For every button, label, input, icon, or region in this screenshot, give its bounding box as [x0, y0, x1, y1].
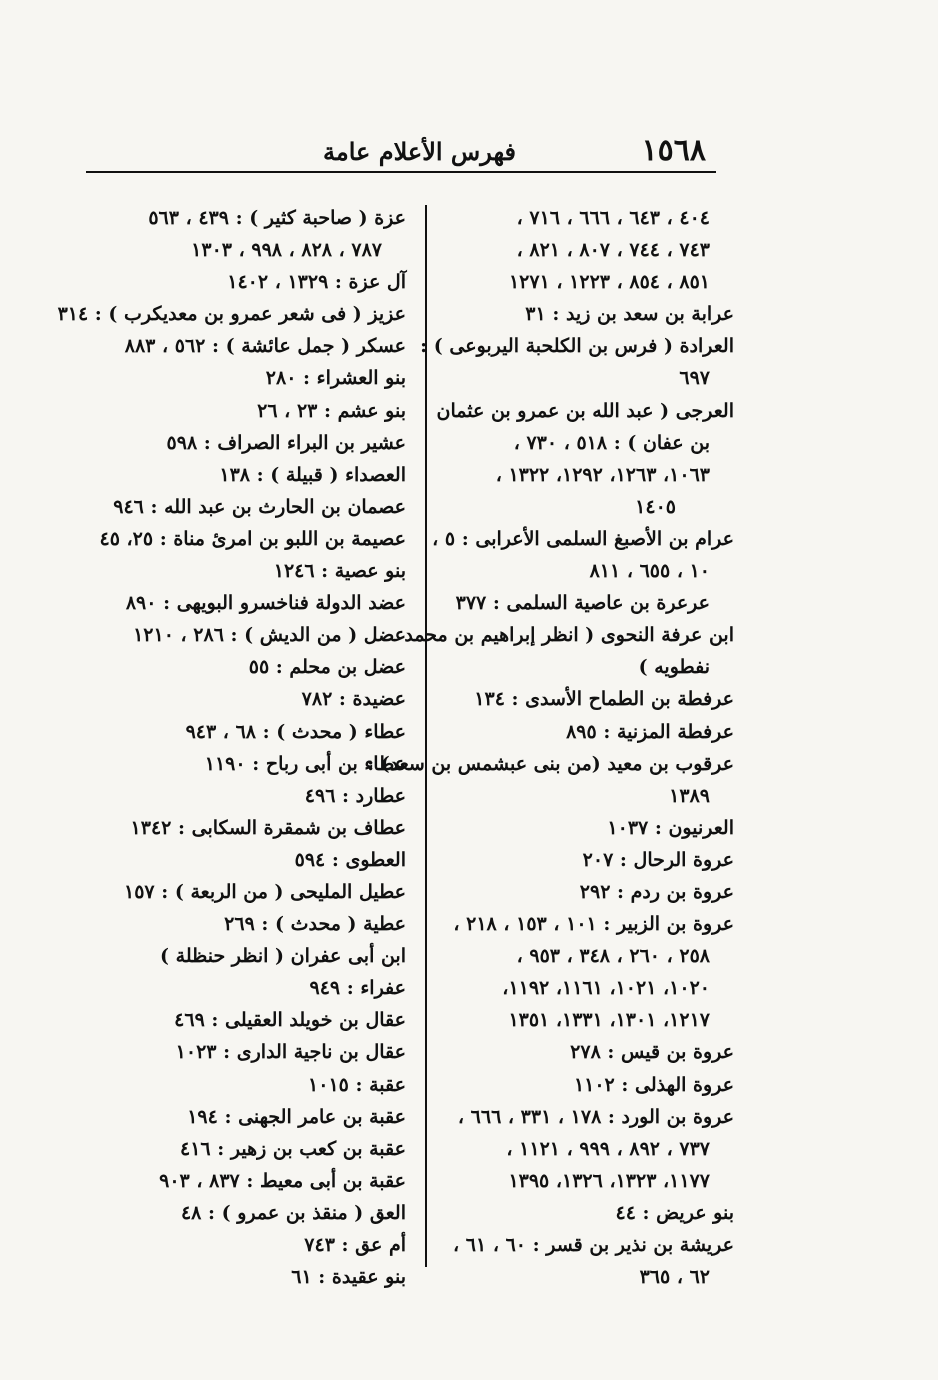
index-entry: العرجى ( عبد الله بن عمرو بن عثمان — [436, 399, 734, 422]
index-entry: آل عزة : ١٣٢٩ ، ١٤٠٢ — [227, 271, 406, 294]
index-entry-continuation: ٧٨٧ ، ٨٢٨ ، ٩٩٨ ، ١٣٠٣ — [191, 239, 382, 262]
index-entry: عطاف بن شمقرة السكابى : ١٣٤٢ — [130, 816, 406, 839]
index-entry: عصمان بن الحارث بن عبد الله : ٩٤٦ — [113, 495, 406, 518]
index-entry: عروة الرحال : ٢٠٧ — [582, 848, 734, 871]
index-entry: عضل بن محلم : ٥٥ — [248, 656, 406, 679]
index-entry-continuation: ٢٥٨ ، ٢٦٠ ، ٣٤٨ ، ٩٥٣ ، — [516, 945, 710, 968]
index-entry: عشير بن البراء الصراف : ٥٩٨ — [166, 431, 406, 454]
index-entry: عقال بن ناجية الدارى : ١٠٢٣ — [175, 1041, 406, 1064]
index-entry-continuation: ٧٣٧ ، ٨٩٢ ، ٩٩٩ ، ١١٢١ ، — [506, 1137, 710, 1160]
index-entry: عروة بن الورد : ١٧٨ ، ٣٣١ ، ٦٦٦ ، — [457, 1105, 734, 1128]
index-entry: عقال بن خويلد العقيلى : ٤٦٩ — [174, 1009, 406, 1032]
index-entry: العصداء ( قبيلة ) : ١٣٨ — [219, 463, 406, 486]
index-entry: عرام بن الأصبغ السلمى الأعرابى : ٥ ، — [432, 527, 734, 550]
index-entry: عقبة : ١٠١٥ — [308, 1073, 406, 1096]
index-entry-continuation: نفطويه ) — [638, 656, 710, 679]
page-number: ١٥٦٨ — [641, 133, 706, 168]
index-entry: عروة بن قيس : ٢٧٨ — [570, 1041, 734, 1064]
index-entry: العق ( منقذ بن عمرو ) : ٤٨ — [180, 1201, 406, 1224]
index-entry-continuation: ٦٩٧ — [679, 367, 710, 390]
index-entry: عطاء بن أبى رباح : ١١٩٠ — [204, 752, 406, 775]
index-entry: عضد الدولة فناخسرو البويهى : ٨٩٠ — [125, 592, 406, 615]
index-entry: عطية ( محدث ) : ٢٦٩ — [224, 913, 406, 936]
index-entry: عرابة بن سعد بن زيد : ٣١ — [525, 303, 734, 326]
index-entry: عقبة بن عامر الجهنى : ١٩٤ — [187, 1105, 406, 1128]
index-entry: بنو عصية : ١٢٤٦ — [273, 560, 406, 583]
index-entry: عطيل المليحى ( من الربعة ) : ١٥٧ — [124, 880, 406, 903]
index-entry: ابن عرفة النحوى ( انظر إبراهيم بن محمد — [404, 624, 734, 647]
index-entry-continuation: ١٠٢٠، ١٠٢١، ١١٦١، ١١٩٢، — [502, 977, 710, 1000]
index-entry: العرادة ( فرس بن الكلحبة اليربوعى ) : — [420, 335, 734, 358]
index-entry: العطوى : ٥٩٤ — [294, 848, 406, 871]
index-entry: عروة بن ردم : ٢٩٢ — [579, 880, 734, 903]
index-entry: بنو عقيدة : ٦١ — [291, 1266, 406, 1289]
index-entry: عرفطة بن الطماح الأسدى : ١٣٤ — [474, 688, 734, 711]
index-entry: عسكر ( جمل عائشة ) : ٥٦٢ ، ٨٨٣ — [124, 335, 406, 358]
index-entry: عقبة بن كعب بن زهير : ٤١٦ — [180, 1137, 406, 1160]
index-entry-continuation: ١٠٦٣، ١٢٦٣، ١٢٩٢، ١٣٢٢ ، — [495, 463, 710, 486]
index-entry: أم عق : ٧٤٣ — [304, 1234, 406, 1256]
index-entry-continuation: ١٠ ، ٦٥٥ ، ٨١١ — [589, 560, 710, 583]
index-entry: بنو عشم : ٢٣ ، ٢٦ — [257, 399, 406, 422]
index-entry-continuation: بن عفان ) : ٥١٨ ، ٧٣٠ ، — [513, 431, 710, 454]
index-entry: العرنيون : ١٠٣٧ — [607, 816, 734, 839]
column-divider — [425, 205, 427, 1267]
index-column-right — [367, 202, 734, 1293]
index-entry: ابن أبى عفران ( انظر حنظلة ) — [160, 945, 406, 968]
index-entry: عضيدة : ٧٨٢ — [301, 688, 406, 711]
running-title: فهرس الأعلام عامة — [323, 137, 516, 166]
index-entry: عريشة بن نذير بن قسر : ٦٠ ، ٦١ ، — [453, 1234, 734, 1256]
index-entry: عضل ( من الديش ) : ٢٨٦ ، ١٢١٠ — [133, 624, 406, 647]
index-entry-continuation: عرعرة بن عاصية السلمى : ٣٧٧ — [455, 592, 710, 615]
index-entry-continuation: ٤٠٤ ، ٦٤٣ ، ٦٦٦ ، ٧١٦ ، — [516, 207, 710, 229]
index-entry: عروة بن الزبير : ١٠١ ، ١٥٣ ، ٢١٨ ، — [453, 913, 734, 936]
index-entry-continuation: ٦٢ ، ٣٦٥ — [639, 1266, 710, 1289]
index-column-left — [57, 202, 406, 1293]
index-entry: عزة ( صاحبة كثير ) : ٤٣٩ ، ٥٦٣ — [148, 207, 406, 229]
index-entry: عروة الهذلى : ١١٠٢ — [573, 1073, 734, 1096]
index-entry-continuation: ١٤٠٥ — [635, 495, 676, 518]
index-entry-continuation: ٧٤٣ ، ٧٤٤ ، ٨٠٧ ، ٨٢١ ، — [516, 239, 710, 262]
index-entry: عطاء ( محدث ) : ٦٨ ، ٩٤٣ — [185, 720, 406, 743]
index-entry: عرفطة المزنية : ٨٩٥ — [566, 720, 734, 743]
index-entry: بنو العشراء : ٢٨٠ — [265, 367, 406, 390]
index-entry: عصيمة بن اللبو بن امرئ مناة : ٢٥، ٤٥ — [99, 527, 406, 550]
index-entry-continuation: ١٢١٧، ١٣٠١، ١٣٣١، ١٣٥١ — [508, 1009, 710, 1032]
page-header — [88, 133, 710, 173]
index-entry-continuation: ٨٥١ ، ٨٥٤ ، ١٢٢٣ ، ١٢٧١ — [508, 271, 710, 294]
index-entry: عطارد : ٤٩٦ — [304, 784, 406, 807]
index-entry: عزيز ( فى شعر عمرو بن معديكرب ) : ٣١٤ — [57, 303, 406, 326]
header-rule — [86, 171, 716, 173]
index-entry: عرقوب بن معيد (من بنى عبشمس بن سعد) : — [367, 752, 734, 775]
index-entry: بنو عريض : ٤٤ — [615, 1201, 734, 1224]
index-entry: عقبة بن أبى معيط : ٨٣٧ ، ٩٠٣ — [159, 1169, 406, 1192]
index-entry-continuation: ١٣٨٩ — [669, 784, 710, 807]
index-entry: عفراء : ٩٤٩ — [309, 977, 406, 1000]
index-entry-continuation: ١١٧٧، ١٣٢٣، ١٣٢٦، ١٣٩٥ — [508, 1169, 710, 1192]
